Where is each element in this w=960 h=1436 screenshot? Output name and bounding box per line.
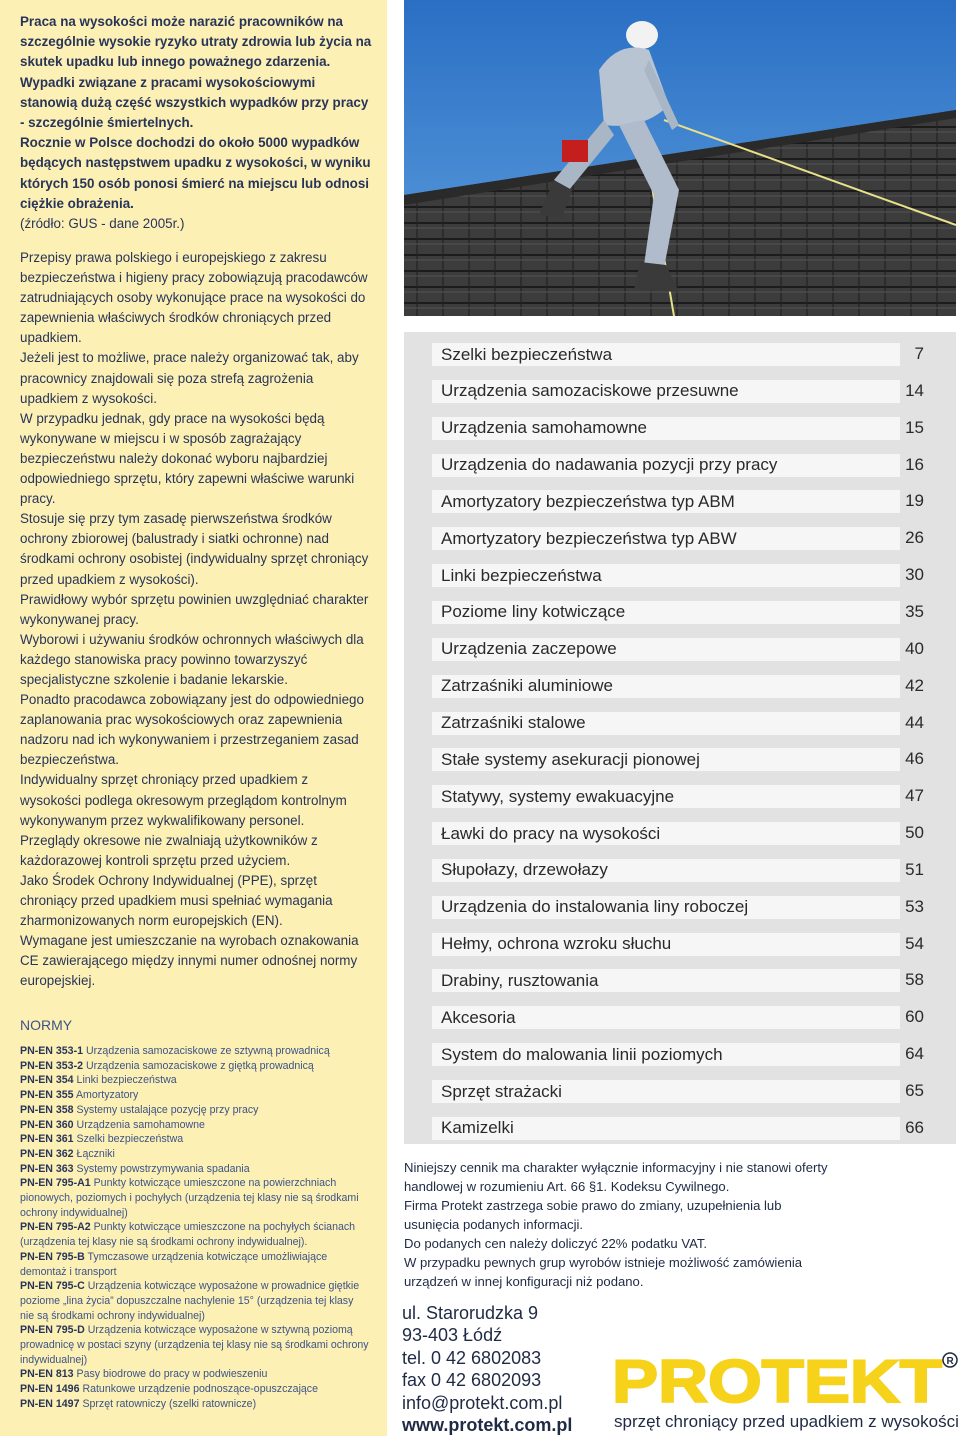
toc-item-page: 60 — [905, 1007, 924, 1027]
logo-tagline: sprzęt chroniący przed upadkiem z wysokości — [614, 1412, 959, 1431]
regulations-text — [20, 248, 372, 991]
standard-code: PN-EN 363 — [20, 1162, 74, 1175]
standard-item — [20, 1367, 370, 1382]
intro-paragraph-2: Wypadki związane z pracami wysokościowymi stanowią dużą część wszystkich wypadków przy pracy - szczególnie śmiertelnych. — [20, 74, 369, 131]
standard-description: Urządzenia kotwiczące wyposażone w sztywną poziomą prowadnicę w postaci szyny (urządzenia tej klasy nie są środkami ochrony indywidualnej) — [20, 1324, 369, 1366]
toc-item — [432, 933, 900, 956]
toc-item-page: 66 — [905, 1117, 924, 1137]
toc-item-label: Szelki bezpieczeństwa — [441, 344, 613, 364]
standard-item — [20, 1118, 370, 1133]
toc-item-page: 40 — [905, 638, 924, 658]
intro-source: (źródło: GUS - dane 2005r.) — [20, 216, 185, 232]
svg-text:R: R — [946, 1356, 954, 1367]
toc-item-label: Poziome liny kotwiczące — [441, 602, 626, 622]
standard-item — [20, 1059, 370, 1074]
toc-item-page: 30 — [905, 565, 924, 585]
standard-description: Pasy biodrowe do pracy w podwieszeniu — [76, 1368, 268, 1381]
body-paragraph: Jeżeli jest to możliwe, prace należy organizować tak, aby pracownicy znajdowali się poza strefą zagrożenia upadkiem z wysokości. — [20, 350, 359, 406]
toc-item-page: 7 — [914, 344, 924, 363]
toc-item-label: Akcesoria — [441, 1007, 516, 1027]
intro-paragraph-3: Rocznie w Polsce dochodzi do około 5000 wypadków będących następstwem upadku z wysokości, w wyniku których 150 osób ponosi śmierć na miejscu lub odnosi ciężkie obrażenia. — [20, 135, 371, 211]
toc-item — [432, 454, 900, 477]
body-paragraph: W przypadku jednak, gdy prace na wysokości będą wykonywane w miejscu i w sposób zagrażający bezpieczeństwu należy dokonać wyboru najbardziej odpowiedniego sprzętu, który zapewni właściwe warunki pracy. — [20, 410, 355, 507]
body-paragraph: Wyborowi i używaniu środków ochronnych właściwych dla każdego stanowiska pracy powinno towarzyszyć specjalistyczne szkolenie i badanie lekarskie. — [20, 631, 364, 687]
toc-item — [432, 822, 900, 845]
toc-item — [432, 748, 900, 771]
toc-item-page: 47 — [905, 786, 924, 806]
toc-item-label: Stałe systemy asekuracji pionowej — [441, 749, 700, 769]
standard-code: PN-EN 358 — [20, 1103, 74, 1116]
toc-item-label: Drabiny, rusztowania — [441, 970, 599, 990]
toc-item-label: Ławki do pracy na wysokości — [441, 823, 661, 843]
body-paragraph: Przeglądy okresowe nie zwalniają użytkowników z każdorazowej kontroli sprzętu przed użyciem. — [20, 832, 318, 868]
toc-item — [432, 380, 900, 403]
toc-item-page: 16 — [905, 454, 924, 474]
toc-item-label: Urządzenia do nadawania pozycji przy pracy — [441, 455, 778, 475]
body-paragraph: Indywidualny sprzęt chroniący przed upadkiem z wysokości podlega okresowym przeglądom kontrolnym wykonywanym przez wykwalifikowany personel. — [20, 772, 347, 828]
toc-item-label: System do malowania linii poziomych — [441, 1044, 723, 1064]
standard-description: Linki bezpieczeństwa — [76, 1074, 177, 1087]
standard-description: Urządzenia samohamowne — [76, 1118, 205, 1131]
toc-item — [432, 527, 900, 550]
fax-number: fax 0 42 6802093 — [402, 1370, 542, 1391]
hero-photo-worker-on-roof — [404, 0, 956, 316]
standard-code: PN-EN 360 — [20, 1118, 74, 1131]
toc-item-page: 51 — [905, 859, 924, 879]
standard-description: Punkty kotwiczące umieszczone na powierzchniach pionowych, poziomych i pochyłych (urządzenia tej klasy nie są środkami ochrony indywidualnej) — [20, 1177, 359, 1219]
standard-item — [20, 1279, 370, 1323]
toc-item — [432, 969, 900, 992]
toc-item-label: Urządzenia samohamowne — [441, 418, 647, 438]
body-paragraph: Ponadto pracodawca zobowiązany jest do odpowiedniego zaplanowania prac wysokościowych oraz zapewnienia nadzoru nad ich wykonywaniem i przestrzeganiem zasad bezpieczeństwa. — [20, 692, 364, 768]
toc-item — [432, 490, 900, 513]
standard-code: PN-EN 353-1 — [20, 1045, 83, 1057]
standard-description: Amortyzatory — [75, 1089, 139, 1102]
toc-item-page: 58 — [905, 970, 924, 990]
standard-description: Sprzęt ratowniczy (szelki ratownicze) — [82, 1397, 257, 1410]
standard-code: PN-EN 361 — [20, 1133, 74, 1146]
standard-code: PN-EN 795-B — [20, 1250, 85, 1263]
disclaimer-line: W przypadku pewnych grup wyrobów istnieje możliwość zamówienia urządzeń w innej konfiguracji niż podano. — [404, 1255, 803, 1289]
left-column — [0, 0, 387, 1436]
standard-item — [20, 1397, 370, 1412]
body-paragraph: Prawidłowy wybór sprzętu powinien uwzględniać charakter wykonywanej pracy. — [20, 591, 369, 627]
standard-code: PN-EN 362 — [20, 1147, 74, 1160]
disclaimer-line: Firma Protekt zastrzega sobie prawo do zmiany, uzupełnienia lub usunięcia podanych informacji. — [404, 1198, 782, 1232]
toc-item-page: 15 — [905, 417, 924, 437]
standard-description: Ratunkowe urządzenie podnoszące-opuszczające — [82, 1383, 318, 1396]
standard-item — [20, 1103, 370, 1118]
standard-code: PN-EN 795-A1 — [20, 1177, 91, 1190]
toc-item-label: Urządzenia zaczepowe — [441, 639, 617, 659]
website-link[interactable]: www.protekt.com.pl — [402, 1415, 573, 1436]
svg-text:PROTEKT: PROTEKT — [612, 1350, 942, 1412]
address-street: ul. Starorudzka 9 — [402, 1303, 539, 1323]
toc-item-label: Statywy, systemy ewakuacyjne — [441, 786, 675, 806]
toc-item-page: 44 — [905, 712, 924, 732]
standard-description: Łączniki — [76, 1147, 115, 1160]
standards-list — [20, 1044, 370, 1412]
standard-code: PN-EN 354 — [20, 1074, 74, 1087]
standard-item — [20, 1250, 370, 1279]
toc-item — [432, 675, 900, 698]
toc-item-page: 19 — [905, 491, 924, 511]
toc-item-page: 35 — [905, 601, 924, 621]
standard-description: Systemy ustalające pozycję przy pracy — [76, 1103, 259, 1116]
toc-item-page: 46 — [905, 749, 924, 769]
toc-item-label: Kamizelki — [441, 1118, 514, 1138]
toc-item-page: 64 — [905, 1044, 924, 1064]
body-paragraph: Stosuje się przy tym zasadę pierwszeństwa środków ochrony zbiorowej (balustrady i siatki ochronne) nad środkami ochrony osobistej (indywidualny sprzęt chroniący przed upadkiem z wysokości). — [20, 511, 369, 587]
address-city: 93-403 Łódź — [402, 1325, 503, 1346]
price-list-disclaimer — [404, 1158, 834, 1291]
toc-item-page: 53 — [905, 896, 924, 916]
toc-item-page: 14 — [905, 380, 924, 400]
body-paragraph: Wymagane jest umieszczanie na wyrobach oznakowania CE zawierającego między innymi numer odnośnej normy europejskiej. — [20, 933, 359, 989]
standard-description: Urządzenia samozaciskowe z giętką prowadnicą — [85, 1059, 314, 1072]
toc-item — [432, 1006, 900, 1029]
phone-number: tel. 0 42 6802083 — [402, 1347, 542, 1368]
toc-item-page: 42 — [905, 675, 924, 695]
standard-item — [20, 1147, 370, 1162]
toc-item-label: Amortyzatory bezpieczeństwa typ ABM — [441, 491, 735, 511]
standard-code: PN-EN 795-D — [20, 1324, 85, 1337]
toc-item-page: 26 — [905, 528, 924, 548]
standard-description: Urządzenia kotwiczące wyposażone w prowadnice giętkie poziome „lina życia” dopuszczalne nachylenie 15° (urządzenia tej klasy nie są środkami ochrony indywidualnej) — [20, 1280, 360, 1322]
toc-item-label: Hełmy, ochrona wzroku słuchu — [441, 934, 672, 954]
standard-item — [20, 1162, 370, 1177]
toc-item — [432, 564, 900, 587]
toc-item-page: 65 — [905, 1081, 924, 1100]
email-link[interactable]: info@protekt.com.pl — [402, 1392, 563, 1413]
standard-code: PN-EN 813 — [20, 1368, 74, 1381]
intro-paragraph-1: Praca na wysokości może narazić pracowników na szczególnie wysokie ryzyko utraty zdrowia lub życia na skutek upadku lub innego poważnego zdarzenia. — [20, 14, 372, 70]
standard-item — [20, 1088, 370, 1103]
intro-text — [20, 12, 376, 234]
toc-item — [432, 1117, 900, 1140]
body-paragraph: Jako Środek Ochrony Indywidualnej (PPE), sprzęt chroniący przed upadkiem musi spełniać wymagania zharmonizowanych norm europejskich (EN). — [20, 872, 333, 929]
standard-item — [20, 1176, 370, 1220]
toc-item-label: Słupołazy, drzewołazy — [441, 860, 608, 880]
toc-item — [432, 712, 900, 735]
standard-description: Systemy powstrzymywania spadania — [76, 1162, 250, 1175]
toc-item-label: Urządzenia do instalowania liny roboczej — [441, 897, 749, 917]
toc-item-label: Sprzęt strażacki — [441, 1081, 562, 1101]
standard-item — [20, 1132, 370, 1147]
toc-item — [432, 896, 900, 919]
toc-item — [432, 859, 900, 882]
toc-item — [432, 417, 900, 440]
standard-description: Urządzenia samozaciskowe ze sztywną prowadnicą — [85, 1045, 330, 1057]
protekt-logo — [612, 1350, 960, 1412]
standard-item — [20, 1323, 370, 1367]
disclaimer-line: Do podanych cen należy doliczyć 22% podatku VAT. — [404, 1236, 708, 1251]
standard-code: PN-EN 1496 — [20, 1383, 80, 1396]
table-of-contents — [404, 332, 956, 1144]
toc-item-label: Zatrzaśniki aluminiowe — [441, 676, 613, 696]
toc-item-label: Urządzenia samozaciskowe przesuwne — [441, 381, 739, 401]
toc-item-label: Zatrzaśniki stalowe — [441, 713, 586, 732]
toc-item-page: 50 — [905, 823, 924, 843]
toc-item-label: Linki bezpieczeństwa — [441, 565, 602, 585]
standard-item — [20, 1044, 370, 1059]
toc-item — [432, 1043, 900, 1066]
toc-item — [432, 601, 900, 624]
body-paragraph: Przepisy prawa polskiego i europejskiego z zakresu bezpieczeństwa i higieny pracy zobowiązują pracodawców zatrudniających osoby wykonujące prace na wysokości do zapewnienia właściwych środków chroniących przed upadkiem. — [20, 250, 368, 346]
standard-description: Punkty kotwiczące umieszczone na pochyłych ścianach (urządzenia tej klasy nie są środkami ochrony indywidualnej). — [20, 1221, 356, 1249]
standard-item — [20, 1220, 370, 1249]
toc-item-label: Amortyzatory bezpieczeństwa typ ABW — [441, 528, 737, 548]
toc-item — [432, 638, 900, 661]
standards-heading: NORMY — [20, 1017, 73, 1033]
standard-code: PN-EN 1497 — [20, 1397, 80, 1410]
standard-description: Tymczasowe urządzenia kotwiczące umożliwiające demontaż i transport — [20, 1250, 328, 1278]
standard-code: PN-EN 795-C — [20, 1280, 85, 1293]
toc-item — [432, 1080, 900, 1103]
toc-item — [432, 343, 900, 366]
standard-description: Szelki bezpieczeństwa — [76, 1133, 184, 1146]
disclaimer-line: Niniejszy cennik ma charakter wyłącznie informacyjny i nie stanowi oferty handlowej w rozumieniu Art. 66 §1. Kodeksu Cywilnego. — [404, 1160, 828, 1194]
standard-item — [20, 1073, 370, 1088]
standard-code: PN-EN 795-A2 — [20, 1221, 91, 1234]
standard-code: PN-EN 353-2 — [20, 1059, 83, 1072]
toc-item — [432, 785, 900, 808]
standard-item — [20, 1382, 370, 1397]
standard-code: PN-EN 355 — [20, 1089, 74, 1102]
contact-block — [402, 1302, 572, 1436]
toc-item-page: 54 — [905, 933, 924, 953]
